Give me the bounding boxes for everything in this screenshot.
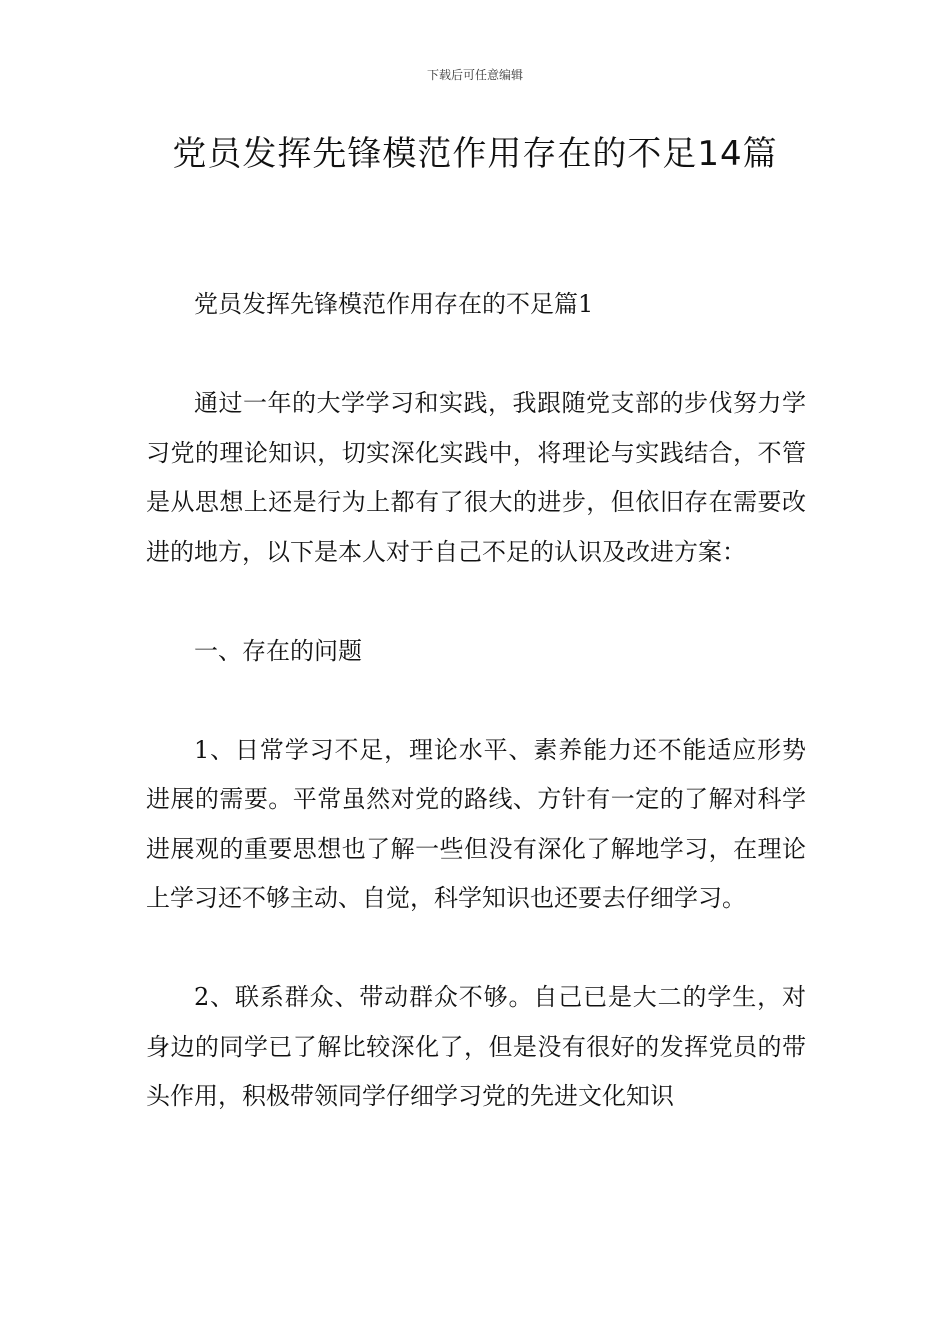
body-paragraph: 2、联系群众、带动群众不够。自己已是大二的学生，对身边的同学已了解比较深化了，但是没有很好的发挥党员的带头作用，积极带领同学仔细学习党的先进文化知识	[146, 983, 806, 1110]
document-title: 党员发挥先锋模范作用存在的不足14篇	[172, 134, 778, 174]
section-heading: 党员发挥先锋模范作用存在的不足篇1	[194, 290, 594, 318]
subsection-heading: 一、存在的问题	[194, 636, 362, 665]
body-paragraph: 通过一年的大学学习和实践，我跟随党支部的步伐努力学习党的理论知识，切实深化实践中，将理论与实践结合，不管是从思想上还是行为上都有了很大的进步，但依旧存在需要改进的地方，以下是本人对于自己不足的认识及改进方案：	[146, 389, 806, 566]
document-body	[146, 280, 806, 1122]
header-note: 下载后可任意编辑	[426, 68, 523, 82]
body-paragraph: 1、日常学习不足，理论水平、素养能力还不能适应形势进展的需要。平常虽然对党的路线、方针有一定的了解对科学进展观的重要思想也了解一些但没有深化了解地学习，在理论上学习还不够主动、自觉，科学知识也还要去仔细学习。	[146, 735, 806, 912]
